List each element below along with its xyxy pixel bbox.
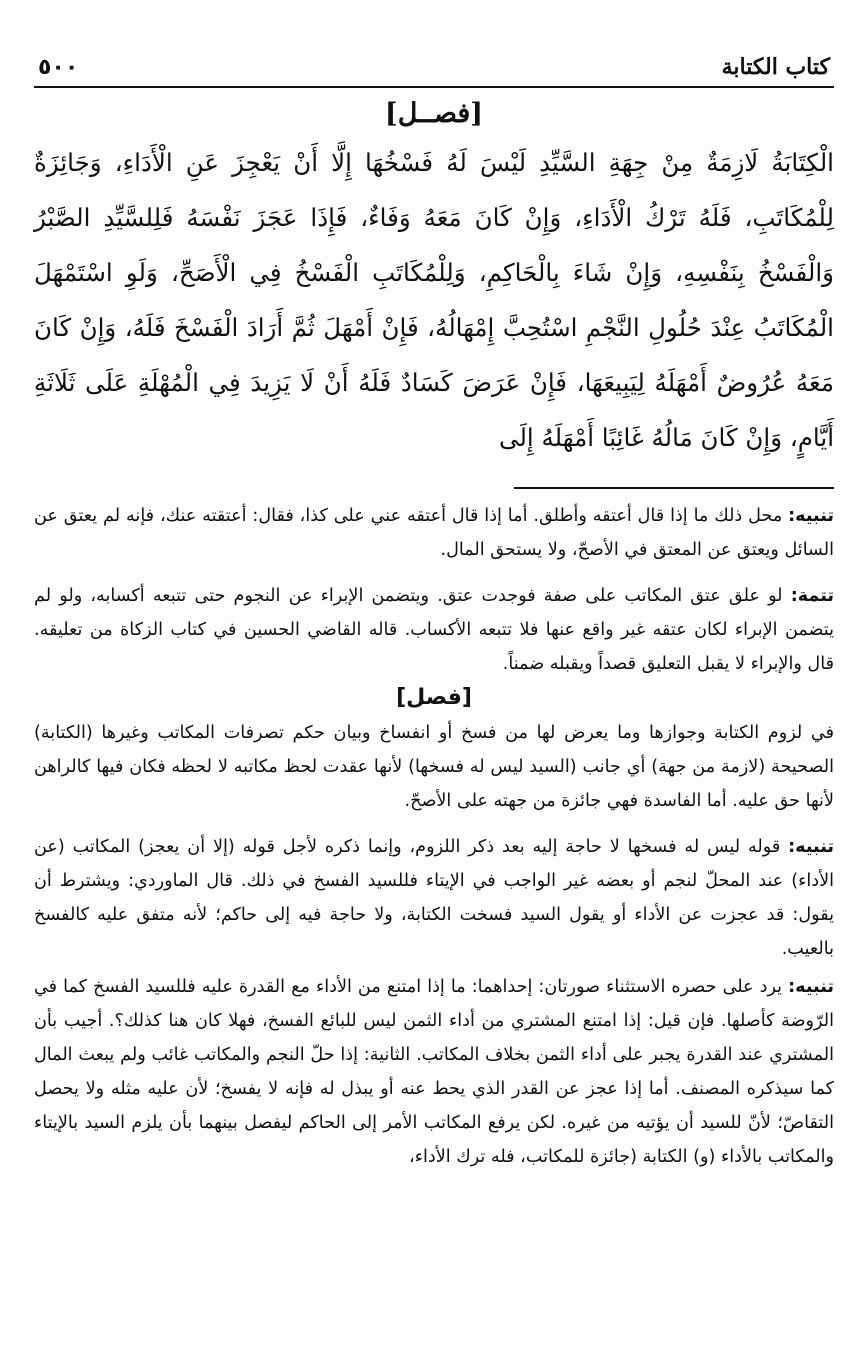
commentary-paragraph xyxy=(34,830,834,966)
footnote-divider xyxy=(514,487,834,489)
note-label: تنبيه: xyxy=(788,506,834,526)
note-label: تنبيه: xyxy=(788,977,834,997)
chapter-title: كتاب الكتابة xyxy=(721,54,830,80)
commentary-paragraph: في لزوم الكتابة وجوازها وما يعرض لها من فسخ أو انفساخ وبيان حكم تصرفات المكاتب وغيرها (الكتابة) الصحيحة (لازمة من جهة) أي جانب (السيد ليس له فسخها) لأنها عقدت لحظ مكاتبه لا لحظه فكان فيها كالراهن لأنها حق عليه. أما الفاسدة فهي جائزة من جهته على الأصحّ. xyxy=(34,723,834,811)
note-text: محل ذلك ما إذا قال أعتقه وأطلق. أما إذا قال أعتقه عني على كذا، فقال: أعتقته عنك، فإنه لم يعتق عن السائل ويعتق عن المعتق في الأصحّ، ولا يستحق المال. xyxy=(34,506,834,560)
commentary-section-heading: [فصل] xyxy=(396,685,472,710)
book-page xyxy=(34,52,834,1178)
commentary-paragraph xyxy=(34,499,834,567)
note-label: تتمة: xyxy=(790,586,834,606)
note-text: لو علق عتق المكاتب على صفة فوجدت عتق. ويتضمن الإبراء عن النجوم حتى تتبعه أكسابه، ولو لم يتضمن الإبراء لكان عتقه غير واقع عنها فلا تتبعه الأكساب. قاله القاضي الحسين في كتاب الزكاة من تعليقه. قال والإبراء لا يقبل التعليق قصداً ويقبله ضمناً. xyxy=(34,586,834,674)
commentary-paragraph xyxy=(34,970,834,1174)
note-label: تنبيه: xyxy=(788,837,834,857)
page-header xyxy=(34,52,834,88)
commentary-paragraph xyxy=(34,579,834,681)
note-text: قوله ليس له فسخها لا حاجة إليه بعد ذكر اللزوم، وإنما ذكره لأجل قوله (إلا أن يعجز) المكاتب (عن الأداء) عند المحلّ لنجم أو بعضه غير الواجب في الإيتاء فللسيد الفسخ في ذلك. قال الماوردي: ويشترط أن يقول: قد عجزت عن الأداء أو يقول السيد فسخت الكتابة، ولا حاجة فيه إلى حاكم؛ لأنه متفق عليه كالفسخ بالعيب. xyxy=(34,837,834,959)
matn-text: الْكِتَابَةُ لَازِمَةٌ مِنْ جِهَةِ السَّيِّدِ لَيْسَ لَهُ فَسْخُهَا إِلَّا أَنْ يَعْجِزَ عَنِ الْأَدَاءِ، وَجَائِزَةٌ لِلْمُكَاتَبِ، فَلَهُ تَرْكُ الْأَدَاءِ، وَإِنْ كَانَ مَعَهُ وَفَاءٌ، فَإِذَا عَجَزَ نَفْسَهُ فَلِلسَّيِّدِ الصَّبْرُ وَالْفَسْخُ بِنَفْسِهِ، وَإِنْ شَاءَ بِالْحَاكِمِ، وَلِلْمُكَاتَبِ الْفَسْخُ فِي الْأَصَحِّ، وَلَوِ اسْتَمْهَلَ الْمُكَاتَبُ عِنْدَ حُلُولِ النَّجْمِ اسْتُحِبَّ إِمْهَالُهُ، فَإِنْ أَمْهَلَ ثُمَّ أَرَادَ الْفَسْخَ فَلَهُ، وَإِنْ كَانَ مَعَهُ عُرُوضٌ أَمْهَلَهُ لِيَبِيعَهَا، فَإِنْ عَرَضَ كَسَادٌ فَلَهُ أَنْ لَا يَزِيدَ فِي الْمُهْلَةِ عَلَى ثَلَاثَةِ أَيَّامٍ، وَإِنْ كَانَ مَالُهُ غَائِبًا أَمْهَلَهُ إِلَى xyxy=(34,148,834,452)
page-number: ٥٠٠ xyxy=(38,55,79,80)
matn-section-heading: [فصــل] xyxy=(384,98,484,129)
note-text: يرد على حصره الاستثناء صورتان: إحداهما: ما إذا امتنع من الأداء مع القدرة عليه فللسيد الفسخ كما في الرّوضة كأصلها. فإن قيل: إذا امتنع المشتري من أداء الثمن ليس للبائع الفسخ، فهلا كان هنا كذلك؟. أجيب بأن المشتري عند القدرة يجبر على أداء الثمن بخلاف المكاتب. الثانية: إذا حلّ النجم والمكاتب غائب ولم يبعث المال كما سيذكره المصنف. أما إذا عجز عن القدر الذي يحط عنه أو يبذل له فإنه لا يفسخ؛ لأن عليه مثله ولا يحصل التقاصّ؛ لأنّ للسيد أن يؤتيه من غيره. لكن يرفع المكاتب الأمر إلى الحاكم ليفصل بينهما بأن يلزم السيد بالإيتاء والمكاتب بالأداء (و) الكتابة (جائزة للمكاتب، فله ترك الأداء، xyxy=(34,977,834,1167)
